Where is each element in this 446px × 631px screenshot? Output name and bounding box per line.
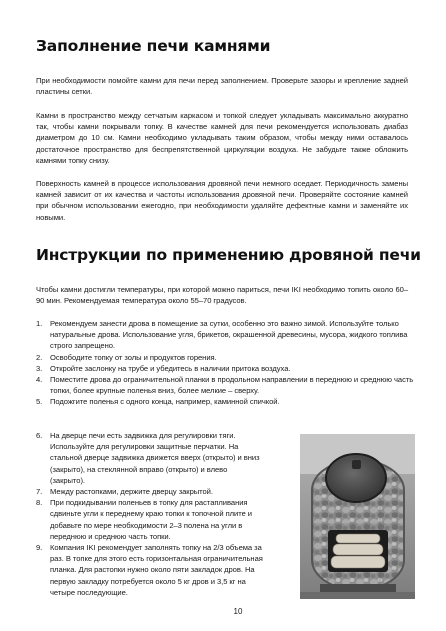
list-item: 6. На дверце печи есть задвижка для регулировки тяги. Используйте для регулировки защитные перчатки. На стальной дверце задвижка движется вверх (открыто) и вниз (закрыто), на стеклянной вправо (открыто) и влево (закрыто). xyxy=(36,431,260,485)
paragraph-stone-placement: Камни в пространство между сетчатым каркасом и топкой следует укладывать максимально аккуратно так, чтобы камни покрывали топку. В качестве камней для печи рекомендуется использовать диабаз диаметром до 10 см. Камни необходимо укладывать таким образом, чтобы между ними оставалось достаточное пространство для беспрепятственной циркуляции воздуха. Не забудьте также обложить камнями топку снизу. xyxy=(36,111,408,165)
section-title-stones: Заполнение печи камнями xyxy=(36,37,271,55)
list-item: 4. Поместите дрова до ограничительной планки в продольном направлении в переднюю и среднюю часть топки, более крупные поленья вниз, более мелкие – сверху. xyxy=(36,375,414,396)
steps-list-full-width xyxy=(36,318,416,408)
list-item: 8. При подкидывании поленьев в топку для растапливания сдвиньте угли к переднему краю топки к топочной плите и добавьте по мере необходимости 2–3 полена на угли в переднюю и среднюю часть топки. xyxy=(36,498,252,541)
paragraph-stone-replacement: Поверхность камней в процессе использования дровяной печи немного оседает. Периодичность замены камней зависит от их качества и частоты использования дровяной печи. Проверяйте состояние камней при обычном использовании ежегодно, при необходимости удаляйте дефектные камни и заменяйте их новыми. xyxy=(36,179,408,222)
list-item: 3. Откройте заслонку на трубе и убедитесь в наличии притока воздуха. xyxy=(36,363,291,373)
section-title-instructions: Инструкции по применению дровяной печи xyxy=(36,246,421,264)
wood-stove-illustration xyxy=(300,434,415,599)
stove-photo xyxy=(300,434,415,599)
list-item: 2. Освободите топку от золы и продуктов горения. xyxy=(36,352,217,362)
paragraph-instructions-intro: Чтобы камни достигли температуры, при которой можно париться, печи IKI необходимо топить около 60–90 мин. Рекомендуемая температура около 55–70 градусов. xyxy=(36,285,408,306)
list-item: 5. Подожгите поленья с одного конца, например, каминной спичкой. xyxy=(36,397,280,407)
paragraph-wash-stones: При необходимости помойте камни для печи перед заполнением. Проверьте зазоры и крепление задней пластины сетки. xyxy=(36,76,408,97)
page-number: 10 xyxy=(233,607,243,616)
list-item: 9. Компания IKI рекомендует заполнять топку на 2/3 объема за раз. В топке для этого есть горизонтальная ограничительная планка. Для растопки нужно около пяти закладок дров. На первую закладку потребуется около 5 кг дров и 3,5 кг на четыре последующие. xyxy=(36,543,263,597)
steps-list-narrow xyxy=(36,430,264,598)
list-item: 1. Рекомендуем занести дрова в помещение за сутки, особенно это важно зимой. Используйте только натуральные дрова. Использование угля, брикетов, окрашенной древесины, мусора, жидкого топлива строго запрещено. xyxy=(36,319,408,351)
document-page xyxy=(36,0,421,631)
list-item: 7. Между растопками, держите дверцу закрытой. xyxy=(36,487,213,497)
